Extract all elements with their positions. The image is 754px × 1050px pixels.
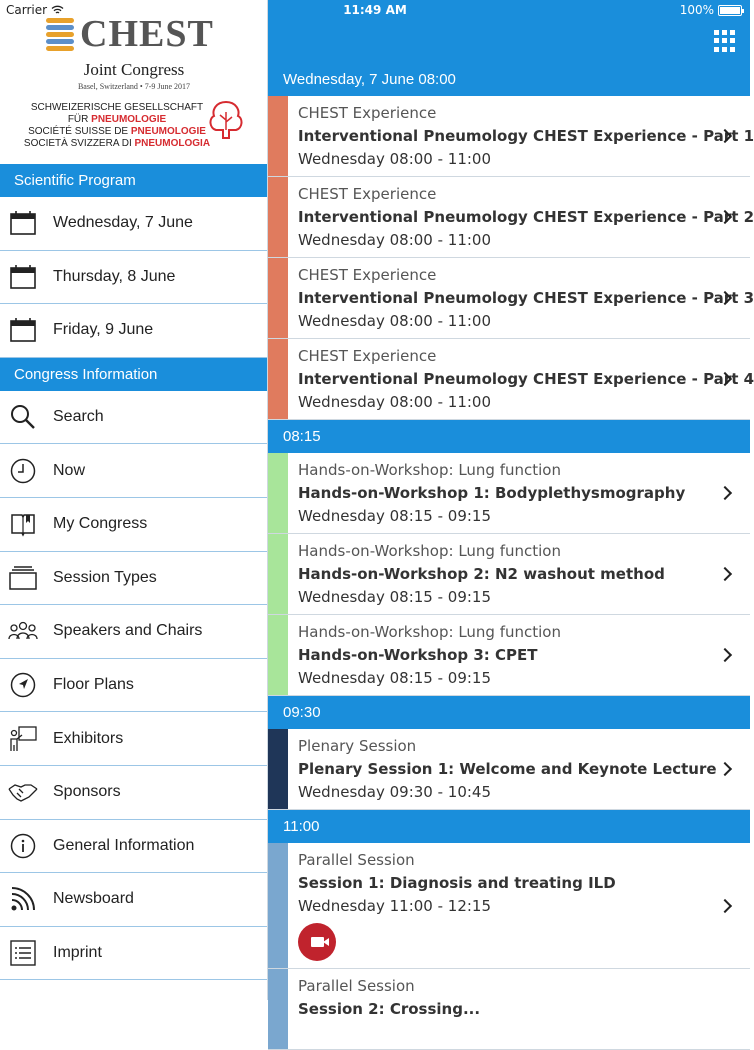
session-row[interactable] (268, 843, 750, 969)
sidebar-item-friday[interactable] (0, 304, 267, 358)
sidebar-item-search[interactable] (0, 391, 267, 445)
session-type-stripe (268, 96, 288, 176)
chevron-right-icon (718, 486, 732, 500)
session-title: Interventional Pneumology CHEST Experience - Part 2 (298, 208, 754, 226)
session-type: CHEST Experience (298, 185, 437, 203)
sidebar-item-label: Wednesday, 7 June (53, 214, 193, 232)
sidebar-item-label: Exhibitors (53, 729, 124, 747)
sidebar-item-newsboard[interactable] (0, 873, 267, 927)
sidebar-item-label: Sponsors (53, 783, 121, 801)
calendar-icon (10, 317, 36, 343)
sidebar (0, 0, 268, 1000)
session-title: Plenary Session 1: Welcome and Keynote Lecture (298, 760, 717, 778)
sidebar-item-label: Search (53, 408, 104, 426)
sidebar-item-session-types[interactable] (0, 552, 267, 606)
session-title: Session 1: Diagnosis and treating ILD (298, 874, 616, 892)
rss-icon (10, 886, 36, 912)
navigation-bar (268, 0, 750, 63)
status-time: 11:49 AM (343, 3, 407, 17)
session-row[interactable] (268, 96, 754, 177)
bookmark-book-icon (10, 511, 36, 537)
presenter-icon (10, 726, 36, 752)
session-title: Interventional Pneumology CHEST Experience - Part 3 (298, 289, 754, 307)
session-type-stripe (268, 534, 288, 614)
sidebar-item-label: My Congress (53, 515, 148, 533)
sidebar-item-label: Thursday, 8 June (53, 267, 176, 285)
calendar-icon (10, 210, 36, 236)
session-title: Hands-on-Workshop 3: CPET (298, 646, 538, 664)
session-time: Wednesday 11:00 - 12:15 (298, 897, 492, 915)
video-camera-icon[interactable] (298, 923, 336, 961)
chevron-right-icon (718, 567, 732, 581)
session-time: Wednesday 08:00 - 11:00 (298, 393, 492, 411)
sidebar-item-label: Newsboard (53, 890, 134, 908)
calendar-icon (10, 264, 36, 290)
session-type: CHEST Experience (298, 104, 437, 122)
session-row[interactable] (268, 258, 754, 339)
location-arrow-icon (10, 672, 36, 698)
sidebar-item-label: General Information (53, 836, 195, 854)
session-time: Wednesday 08:15 - 09:15 (298, 669, 492, 687)
logo-title: CHEST (80, 13, 214, 55)
logo-subtitle: Joint Congress (83, 60, 185, 79)
session-row[interactable] (268, 615, 750, 696)
society-name: SCHWEIZERISCHE GESELLSCHAFT FÜR PNEUMOLOGIE SOCIÉTÉ SUISSE DE PNEUMOLOGIE SOCIETÀ SVIZZERA DI PNEUMOLOGIA (23, 102, 211, 149)
session-type: CHEST Experience (298, 266, 437, 284)
session-type: Hands-on-Workshop: Lung function (298, 461, 561, 479)
list-icon (10, 940, 36, 966)
chest-logo-icon (44, 16, 76, 52)
sidebar-item-label: Now (53, 461, 86, 479)
session-type-stripe (268, 969, 288, 1049)
session-title: Interventional Pneumology CHEST Experience - Part 1 (298, 127, 754, 145)
session-type: Hands-on-Workshop: Lung function (298, 542, 561, 560)
session-title: Hands-on-Workshop 1: Bodyplethysmography (298, 484, 686, 502)
sidebar-item-label: Imprint (53, 944, 102, 962)
chevron-right-icon (718, 648, 732, 662)
session-row[interactable] (268, 969, 750, 1050)
sidebar-item-imprint[interactable] (0, 927, 267, 981)
session-time: Wednesday 08:15 - 09:15 (298, 507, 492, 525)
session-type-stripe (268, 339, 288, 419)
clock-icon (10, 458, 36, 484)
logo-dates: Basel, Switzerland • 7-9 June 2017 (77, 82, 191, 91)
session-list-panel (268, 0, 754, 1018)
session-time: Wednesday 08:00 - 11:00 (298, 312, 492, 330)
session-time: Wednesday 08:00 - 11:00 (298, 231, 492, 249)
session-type-stripe (268, 843, 288, 968)
session-row[interactable] (268, 453, 750, 534)
session-row[interactable] (268, 177, 754, 258)
session-type-stripe (268, 729, 288, 809)
sidebar-item-speakers-and-chairs[interactable] (0, 605, 267, 659)
sidebar-item-floor-plans[interactable] (0, 659, 267, 713)
session-row[interactable] (268, 339, 754, 420)
session-type-stripe (268, 615, 288, 695)
session-title: Session 2: Crossing... (298, 1000, 481, 1018)
sidebar-item-label: Floor Plans (53, 676, 134, 694)
sidebar-item-general-information[interactable] (0, 820, 267, 874)
session-title: Hands-on-Workshop 2: N2 washout method (298, 565, 665, 583)
session-time: Wednesday 09:30 - 10:45 (298, 783, 492, 801)
sidebar-item-exhibitors[interactable] (0, 712, 267, 766)
folders-icon (10, 565, 36, 591)
congress-logo (0, 0, 267, 164)
session-time: Wednesday 08:00 - 11:00 (298, 150, 492, 168)
session-time: Wednesday 08:15 - 09:15 (298, 588, 492, 606)
chevron-right-icon (718, 762, 732, 776)
session-type: Parallel Session (298, 977, 415, 995)
people-icon (10, 618, 36, 644)
grid-menu-icon[interactable] (714, 30, 736, 52)
sidebar-item-sponsors[interactable] (0, 766, 267, 820)
chevron-right-icon (718, 898, 732, 912)
session-row[interactable] (268, 729, 750, 810)
sidebar-item-label: Friday, 9 June (53, 321, 154, 339)
sidebar-item-wednesday[interactable] (0, 197, 267, 251)
info-icon (10, 833, 36, 859)
sidebar-item-label: Session Types (53, 568, 157, 586)
sidebar-item-label: Speakers and Chairs (53, 622, 203, 640)
battery-percent: 100% (679, 3, 714, 17)
session-row[interactable] (268, 534, 750, 615)
session-type: Parallel Session (298, 851, 415, 869)
handshake-icon (10, 779, 36, 805)
sidebar-item-now[interactable] (0, 444, 267, 498)
session-type: Hands-on-Workshop: Lung function (298, 623, 561, 641)
session-type-stripe (268, 177, 288, 257)
time-group-header: 11:00 (268, 810, 750, 843)
time-group-header: 08:15 (268, 420, 750, 453)
sidebar-item-my-congress[interactable] (0, 498, 267, 552)
session-type-stripe (268, 453, 288, 533)
lung-tree-icon (206, 98, 246, 140)
session-type: Plenary Session (298, 737, 417, 755)
search-icon (10, 404, 36, 430)
session-title: Interventional Pneumology CHEST Experience - Part 4 (298, 370, 754, 388)
time-group-header: Wednesday, 7 June 08:00 (268, 63, 750, 96)
scientific-program-header: Scientific Program (0, 164, 267, 197)
time-group-header: 09:30 (268, 696, 750, 729)
session-type: CHEST Experience (298, 347, 437, 365)
carrier-label: Carrier (6, 3, 48, 17)
sidebar-item-thursday[interactable] (0, 251, 267, 305)
session-type-stripe (268, 258, 288, 338)
congress-information-header: Congress Information (0, 358, 267, 391)
